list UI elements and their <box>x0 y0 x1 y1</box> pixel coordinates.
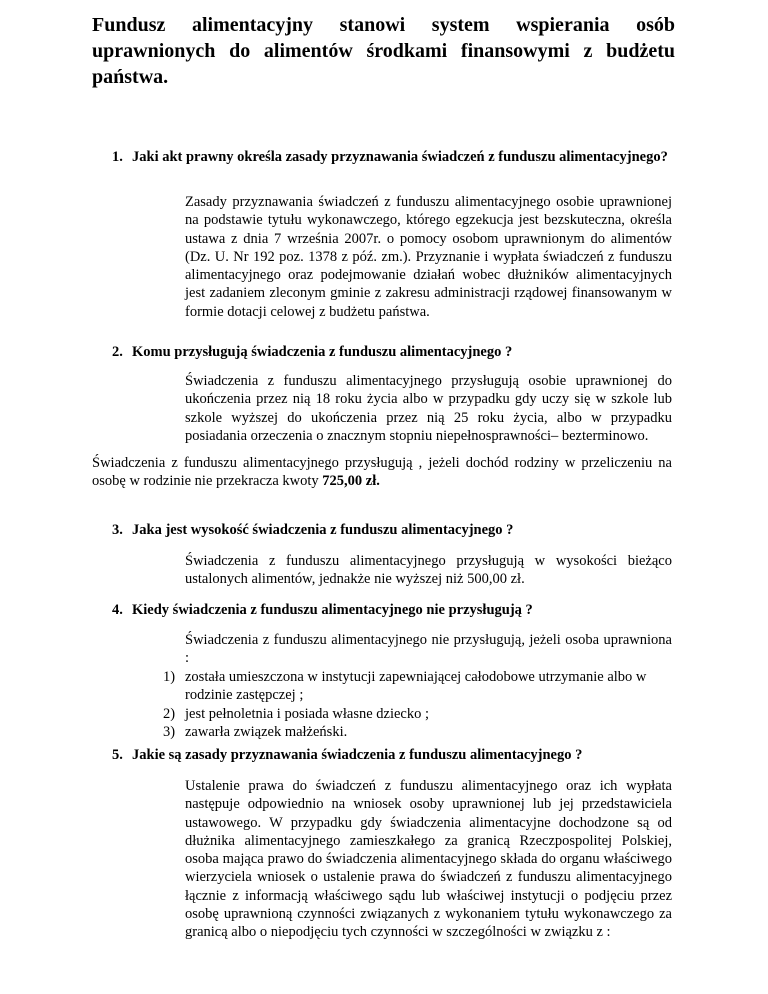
answer-5: Ustalenie prawa do świadczeń z funduszu alimentacyjnego oraz ich wypłata następuje odpowiednio na wniosek osoby uprawnionej lub jej przedstawiciela ustawowego. W przypadku gdy świadczenia alimentacyjne dochodzone są od dłużnika alimentacyjnego zamieszkałego za granicą Rzeczpospolitej Polskiej, osoba mająca prawo do świadczenia alimentacyjnego składa do organu właściwego wierzyciela wniosek o ustalenie prawa do świadczeń z funduszu alimentacyjnego łącznie z informacją właściwego sądu lub właściwej instytucji o podjęciu przez osobę uprawnioną czynności związanych z wykonaniem tytułu wykonawczego za granicą albo o niepodjęciu tych czynności w szczególności w związku z : <box>185 778 672 941</box>
answer-1: Zasady przyznawania świadczeń z funduszu alimentacyjnego osobie uprawnionej na podstawie tytułu wykonawczego, którego egzekucja jest bezskuteczna, określa ustawa z dnia 7 września 2007r. o pomocy osobom uprawnionym do alimentów (Dz. U. Nr 192 poz. 1378 z póź. zm.). Przyznanie i wypłata świadczeń z funduszu alimentacyjnego oraz podejmowanie działań wobec dłużników alimentacyjnych jest zadaniem zleconym gminie z zakresu administracji rządowej finansowanym w formie dotacji celowej z budżetu państwa. <box>185 194 672 320</box>
question-text: Jakie są zasady przyznawania świadczenia z funduszu alimentacyjnego ? <box>132 747 583 763</box>
income-threshold-amount: 725,00 zł. <box>322 473 380 490</box>
question-3 <box>112 521 672 539</box>
exclusion-list <box>163 668 672 741</box>
list-item-number: 3) <box>163 723 176 740</box>
question-number: 2. <box>112 344 123 360</box>
answer-2: Świadczenia z funduszu alimentacyjnego przysługują osobie uprawnionej do ukończenia przez nią 18 roku życia albo w przypadku gdy uczy się w szkole lub szkole wyższej do ukończenia przez nią 25 roku życia, albo w przypadku posiadania orzeczenia o znacznym stopniu niepełnosprawności– bezterminowo. <box>185 373 672 444</box>
question-1 <box>112 148 672 166</box>
question-number: 3. <box>112 522 123 538</box>
list-item-text: jest pełnoletnia i posiada własne dziecko ; <box>185 705 430 722</box>
answer-4: Świadczenia z funduszu alimentacyjnego nie przysługują, jeżeli osoba uprawniona : <box>185 632 672 667</box>
answer-3: Świadczenia z funduszu alimentacyjnego przysługują w wysokości bieżąco ustalonych alimentów, jednakże nie wyższej niż 500,00 zł. <box>185 553 672 588</box>
question-text: Komu przysługują świadczenia z funduszu alimentacyjnego ? <box>132 344 513 360</box>
list-item-number: 2) <box>163 705 176 722</box>
list-item-text: zawarła związek małżeński. <box>185 723 348 740</box>
question-text: Jaka jest wysokość świadczenia z funduszu alimentacyjnego ? <box>132 522 514 538</box>
list-item <box>163 705 672 723</box>
question-text: Jaki akt prawny określa zasady przyznawania świadczeń z funduszu alimentacyjnego? <box>132 149 668 165</box>
list-item <box>163 723 672 741</box>
list-item-number: 1) <box>163 669 176 685</box>
question-number: 5. <box>112 747 123 763</box>
income-threshold-paragraph <box>92 454 672 491</box>
question-5 <box>112 746 672 764</box>
question-number: 1. <box>112 149 123 165</box>
question-text: Kiedy świadczenia z funduszu alimentacyjnego nie przysługują ? <box>132 602 533 618</box>
list-item-text: została umieszczona w instytucji zapewniającej całodobowe utrzymanie albo w rodzinie zastępczej ; <box>185 669 647 704</box>
question-4 <box>112 601 672 619</box>
question-number: 4. <box>112 602 123 618</box>
income-threshold-text: Świadczenia z funduszu alimentacyjnego przysługują , jeżeli dochód rodziny w przeliczeniu na osobę w rodzinie nie przekracza kwoty <box>92 455 672 490</box>
list-item <box>163 668 672 705</box>
question-2 <box>112 343 672 361</box>
document-title: Fundusz alimentacyjny stanowi system wspierania osób uprawnionych do alimentów środkami finansowymi z budżetu państwa. <box>92 14 675 88</box>
